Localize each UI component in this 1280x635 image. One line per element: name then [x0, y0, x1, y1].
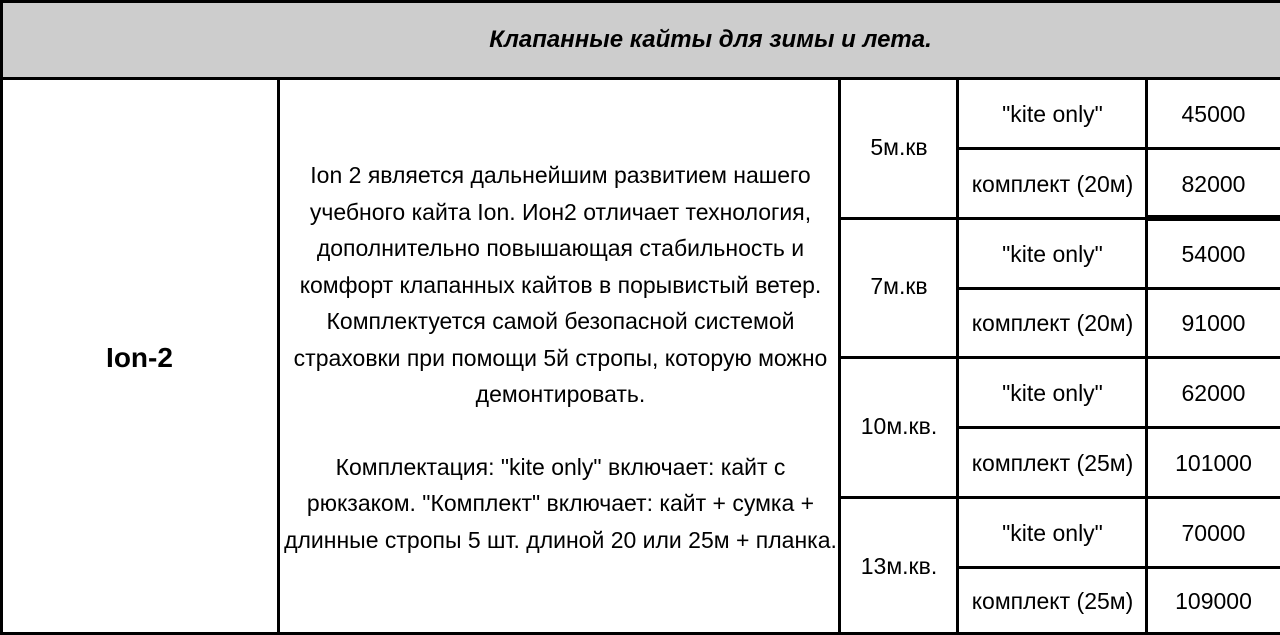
- price-cell: [1147, 219, 1280, 289]
- size-label: 13м.кв.: [860, 553, 938, 579]
- kit-cell: [958, 428, 1147, 498]
- price-cell: [1147, 80, 1280, 149]
- kit-cell: [958, 80, 1147, 149]
- grid-line: [838, 496, 1280, 499]
- kit-label: "kite only": [1002, 379, 1103, 406]
- price-cell: [1147, 428, 1280, 498]
- kit-cell: [958, 498, 1147, 568]
- description-cell: [279, 80, 840, 635]
- table-title: Клапанные кайты для зимы и лета.: [489, 26, 932, 53]
- kit-label: комплект (25м): [971, 588, 1134, 614]
- size-cell: [840, 80, 958, 219]
- price-value: 62000: [1181, 379, 1246, 406]
- kit-label: комплект (20м): [971, 310, 1134, 336]
- grid-line-thick: [1147, 215, 1280, 221]
- grid-line: [0, 80, 3, 635]
- price-cell: [1147, 149, 1280, 219]
- kit-cell: [958, 289, 1147, 358]
- kit-cell: [958, 358, 1147, 428]
- kit-label: комплект (20м): [971, 170, 1134, 197]
- price-value: 109000: [1175, 588, 1252, 614]
- grid-line: [956, 147, 1280, 150]
- product-description: Ion 2 является дальнейшим развитием нашего учебного кайта Ion. Ион2 отличает технология, дополнительно повышающая стабильность и комфорт клапанных кайтов в порывистый ветер. Комплектуется самой безопасной системой страховки при помощи 5й стропы, которую можно демонтировать.: [293, 162, 828, 407]
- price-value: 82000: [1181, 170, 1246, 197]
- table-header: [0, 0, 1280, 80]
- price-value: 70000: [1181, 519, 1246, 546]
- grid-line: [956, 287, 1280, 290]
- price-value: 45000: [1181, 101, 1246, 127]
- model-name: Ion-2: [106, 341, 173, 373]
- model-name-cell: [0, 80, 279, 635]
- kit-cell: [958, 219, 1147, 289]
- kit-description: Комплектация: "kite only" включает: кайт с рюкзаком. "Комплект" включает: кайт + сумка + длинные стропы 5 шт. длиной 20 или 25м + планка.: [284, 453, 837, 553]
- grid-line: [956, 426, 1280, 429]
- size-label: 10м.кв.: [860, 412, 938, 439]
- kit-cell: [958, 568, 1147, 635]
- kit-label: комплект (25м): [971, 449, 1134, 476]
- size-label: 7м.кв: [870, 273, 928, 299]
- kit-label: "kite only": [1002, 240, 1103, 267]
- size-label: 5м.кв: [870, 134, 928, 160]
- kit-cell: [958, 149, 1147, 219]
- grid-line: [277, 80, 280, 635]
- size-cell: [840, 358, 958, 498]
- price-value: 101000: [1175, 449, 1252, 476]
- size-cell: [840, 219, 958, 358]
- size-cell: [840, 498, 958, 635]
- grid-line: [838, 356, 1280, 359]
- grid-line: [956, 566, 1280, 569]
- price-cell: [1147, 498, 1280, 568]
- price-value: 91000: [1181, 310, 1246, 336]
- price-cell: [1147, 358, 1280, 428]
- price-cell: [1147, 568, 1280, 635]
- kit-label: "kite only": [1002, 519, 1103, 546]
- price-value: 54000: [1181, 240, 1246, 267]
- price-cell: [1147, 289, 1280, 358]
- kit-label: "kite only": [1002, 101, 1103, 127]
